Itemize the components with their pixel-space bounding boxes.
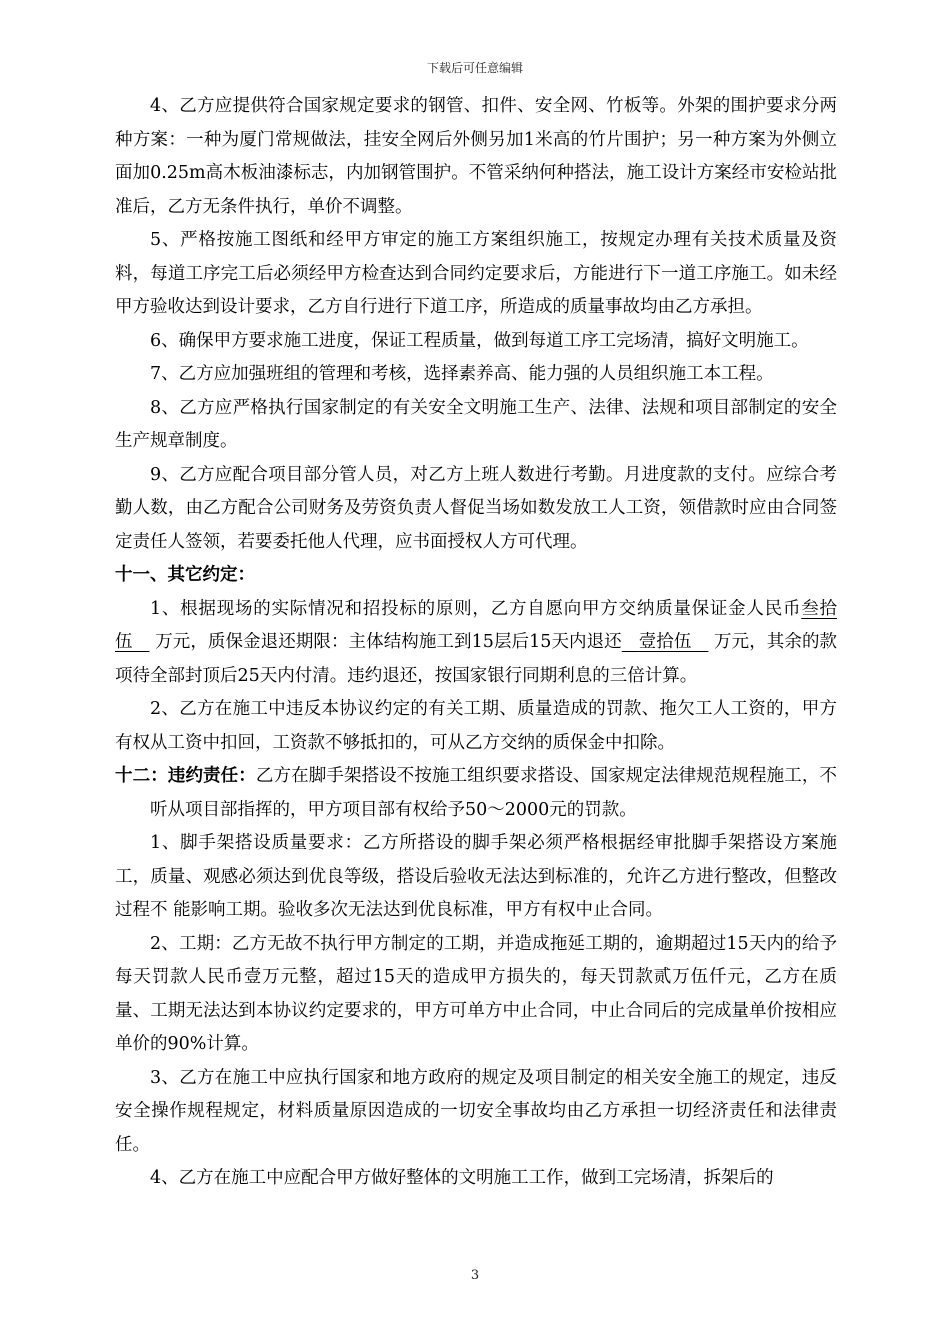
section-11-heading: 十一、其它约定： — [115, 565, 255, 585]
deposit-amount-blank: 叁拾伍 — [115, 598, 838, 652]
paragraph-item-5: 5、严格按施工图纸和经甲方审定的施工方案组织施工，按规定办理有关技术质量及资料，每道工序完工后必须经甲方检查达到合同约定要求后，方能进行下一道工序施工。如未经甲方验收达到设计要求，乙方自行进行下道工序，所造成的质量事故均由乙方承担。 — [115, 230, 837, 317]
section-11-item-1-text-c: 万元，其余的款项待全部封顶后25天内付清。违约退还，按国家银行同期利息的三倍计算。 — [115, 632, 838, 686]
section-12-item-3: 3、乙方在施工中应执行国家和地方政府的规定及项目制定的相关安全施工的规定，违反安全操作规程规定，材料质量原因造成的一切安全事故均由乙方承担一切经济责任和法律责任。 — [115, 1067, 837, 1155]
section-11-item-1 — [115, 593, 837, 694]
section-11-item-1-text-a: 1、根据现场的实际情况和招投标的原则，乙方自愿向甲方交纳质量保证金人民币 — [150, 598, 802, 619]
section-12-heading: 十二：违约责任： — [115, 766, 256, 786]
section-11-item-1-text-b: 万元，质保金退还期限：主体结构施工到15层后15天内退还 — [155, 632, 622, 652]
document-body — [115, 90, 837, 1196]
paragraph-item-4: 4、乙方应提供符合国家规定要求的钢管、扣件、安全网、竹板等。外架的围护要求分两种方案：一种为厦门常规做法，挂安全网后外侧另加1米高的竹片围护；另一种方案为外侧立面加0.25m高木板油漆标志，内加钢管围护。不管采纳何种搭法，施工设计方案经市安检站批准后，乙方无条件执行，单价不调整。 — [115, 96, 837, 217]
section-12-intro — [115, 760, 837, 827]
section-12-item-4: 4、乙方在施工中应配合甲方做好整体的文明施工工作，做到工完场清，拆架后的 — [150, 1168, 774, 1188]
paragraph-item-7: 7、乙方应加强班组的管理和考核，选择素养高、能力强的人员组织施工本工程。 — [150, 364, 774, 384]
paragraph-item-6: 6、确保甲方要求施工进度，保证工程质量，做到每道工序工完场清，搞好文明施工。 — [150, 330, 809, 351]
section-11-item-2: 2、乙方在施工中违反本协议约定的有关工期、质量造成的罚款、拖欠工人工资的，甲方有权从工资中扣回，工资款不够抵扣的，可从乙方交纳的质保金中扣除。 — [115, 699, 837, 753]
section-12-intro-text: 乙方在脚手架搭设不按施工组织要求搭设、国家规定法律规范规程施工，不听从项目部指挥的，甲方项目部有权给予50～2000元的罚款。 — [150, 766, 838, 820]
section-12-item-1: 1、脚手架搭设质量要求：乙方所搭设的脚手架必须严格根据经审批脚手架搭设方案施工，质量、观感必须达到优良等级，搭设后验收无法达到标准的，允许乙方进行整改，但整改过程不 能影响工期。验收多次无法达到优良标准，甲方有权中止合同。 — [115, 833, 837, 920]
refund-amount-blank: 壹拾伍 — [638, 632, 692, 652]
header-note: 下载后可任意编辑 — [426, 61, 523, 75]
page-number: 3 — [470, 1268, 480, 1283]
section-12-item-2: 2、工期：乙方无故不执行甲方制定的工期，并造成拖延工期的，逾期超过15天内的给予每天罚款人民币壹万元整，超过15天的造成甲方损失的，每天罚款贰万伍仟元，乙方在质量、工期无法达到本协议约定要求的，甲方可单方中止合同，中止合同后的完成量单价按相应单价的90%计算。 — [115, 933, 837, 1054]
paragraph-item-9: 9、乙方应配合项目部分管人员，对乙方上班人数进行考勤。月进度款的支付。应综合考勤人数，由乙方配合公司财务及劳资负责人督促当场如数发放工人工资，领借款时应由合同签定责任人签领，若要委托他人代理，应书面授权人方可代理。 — [115, 464, 837, 552]
paragraph-item-8: 8、乙方应严格执行国家制定的有关安全文明施工生产、法律、法规和项目部制定的安全生产规章制度。 — [115, 397, 837, 451]
